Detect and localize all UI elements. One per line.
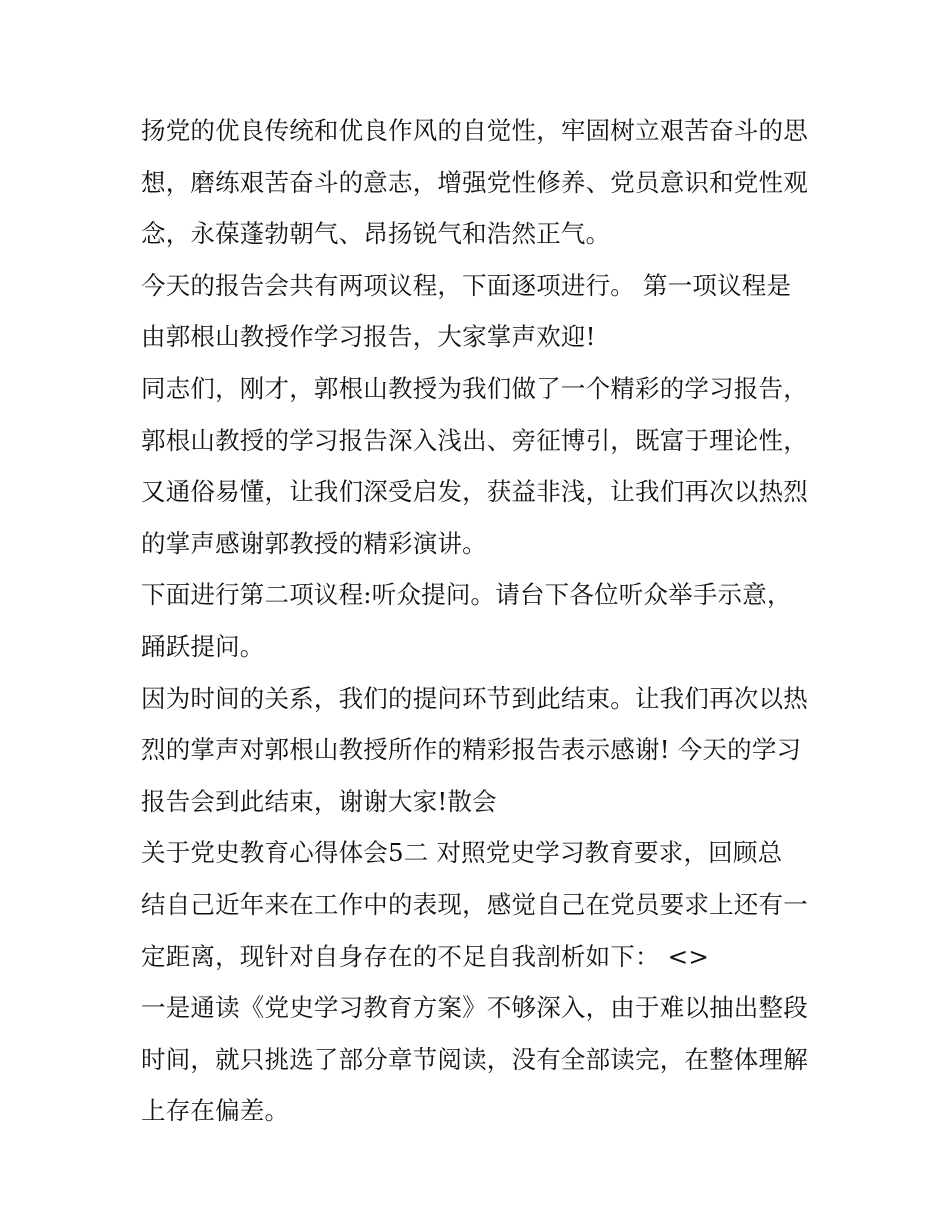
text-line: 同志们，刚才，郭根山教授为我们做了一个精彩的学习报告， [141, 373, 808, 403]
text-line: 下面进行第二项议程:听众提问。请台下各位听众举手示意， [141, 580, 792, 610]
text-line: 踊跃提问。 [141, 631, 265, 661]
text-line: 一是通读《党史学习教育方案》不够深入，由于难以抽出整段 [141, 993, 808, 1023]
document-body [141, 105, 821, 1137]
text-line: 扬党的优良传统和优良作风的自觉性，牢固树立艰苦奋斗的思 [141, 116, 808, 145]
text-line: 报告会到此结束，谢谢大家!散会 [141, 786, 497, 816]
text-line: 烈的掌声对郭根山教授所作的精彩报告表示感谢! 今天的学习 [141, 735, 802, 765]
text-line: 的掌声感谢郭教授的精彩演讲。 [141, 528, 487, 558]
text-line: 因为时间的关系，我们的提问环节到此结束。让我们再次以热 [141, 683, 808, 713]
text-line: 定距离，现针对自身存在的不足自我剖析如下： <> [141, 941, 710, 971]
text-line: 念，永葆蓬勃朝气、昂扬锐气和浩然正气。 [141, 219, 611, 249]
text-line: 想，磨练艰苦奋斗的意志，增强党性修养、党员意识和党性观 [141, 167, 808, 197]
text-line: 关于党史教育心得体会5二 对照党史学习教育要求，回顾总 [141, 838, 783, 868]
text-line: 上存在偏差。 [141, 1096, 290, 1126]
text-line: 又通俗易懂，让我们深受启发，获益非浅，让我们再次以热烈 [141, 477, 808, 507]
text-line: 结自己近年来在工作中的表现，感觉自己在党员要求上还有一 [141, 889, 808, 919]
text-line: 由郭根山教授作学习报告，大家掌声欢迎! [141, 322, 596, 352]
text-line: 时间，就只挑选了部分章节阅读，没有全部读完，在整体理解 [141, 1044, 808, 1074]
text-line: 郭根山教授的学习报告深入浅出、旁征博引，既富于理论性， [141, 425, 808, 455]
text-line: 今天的报告会共有两项议程，下面逐项进行。 第一项议程是 [141, 270, 792, 300]
